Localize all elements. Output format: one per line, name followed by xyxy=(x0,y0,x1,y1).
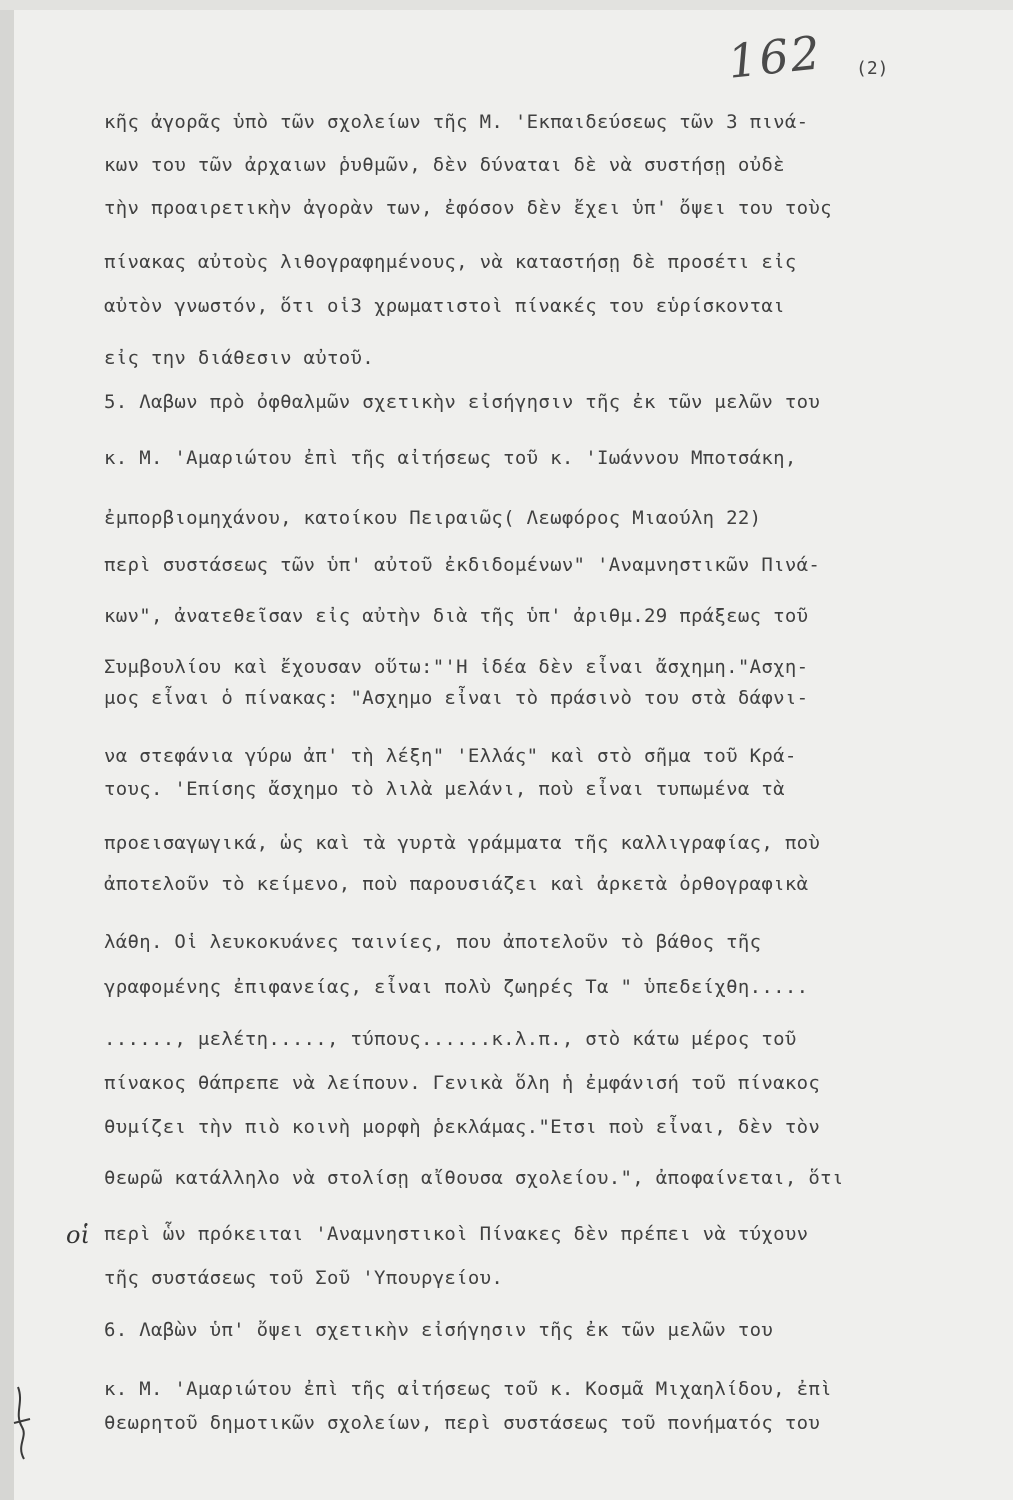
handwritten-margin-mark xyxy=(10,1383,36,1463)
page-number: (2) xyxy=(856,58,889,79)
text-line: μος εἶναι ὁ πίνακας: "Ασχημο εἶναι τὸ πράσινὸ του στὰ δάφνι- xyxy=(104,687,809,709)
text-line: περὶ ὧν πρόκειται 'Αναμνηστικοὶ Πίνακες δὲν πρέπει νὰ τύχουν xyxy=(104,1223,809,1245)
text-line: κων του τῶν ἀρχαιων ῥυθμῶν, δὲν δύναται δὲ νὰ συστήσῃ οὐδὲ xyxy=(104,154,785,176)
text-line: πίνακας αὐτοὺς λιθογραφημένους, νὰ καταστήσῃ δὲ προσέτι εἰς xyxy=(104,251,797,273)
text-line: κῆς ἀγορᾶς ὑπὸ τῶν σχολείων τῆς Μ. 'Εκπαιδεύσεως τῶν 3 πινά- xyxy=(104,111,809,133)
text-line: προεισαγωγικά, ὡς καὶ τὰ γυρτὰ γράμματα τῆς καλλιγραφίας, ποὺ xyxy=(104,832,821,854)
text-line: περὶ συστάσεως τῶν ὑπ' αὐτοῦ ἐκδιδομένων" 'Αναμνηστικῶν Πινά- xyxy=(104,554,821,576)
text-line: Συμβουλίου καὶ ἔχουσαν οὕτω:"'Η ἰδέα δὲν εἶναι ἄσχημη."Ασχη- xyxy=(104,656,809,678)
text-line: λάθη. Οἱ λευκοκυάνες ταινίες, που ἀποτελοῦν τὸ βάθος τῆς xyxy=(104,931,762,953)
page-edge-shadow xyxy=(0,0,14,1500)
text-line: ......, μελέτη....., τύπους......κ.λ.π., στὸ κάτω μέρος τοῦ xyxy=(104,1028,797,1050)
text-line: ἐμπορβιομηχάνου, κατοίκου Πειραιῶς( Λεωφόρος Μιαούλη 22) xyxy=(104,507,762,529)
text-line: θεωρῶ κατάλληλο νὰ στολίσῃ αἴθουσα σχολείου.", ἀποφαίνεται, ὅτι xyxy=(104,1167,844,1189)
text-line: εἰς την διάθεσιν αὐτοῦ. xyxy=(104,347,374,369)
text-line: 6. Λαβὼν ὑπ' ὄψει σχετικὴν εἰσήγησιν τῆς ἐκ τῶν μελῶν του xyxy=(104,1319,774,1341)
page-top-shadow xyxy=(0,0,1013,10)
text-line: θυμίζει τὴν πιὸ κοινὴ μορφὴ ῥεκλάμας."Ετσι ποὺ εἶναι, δὲν τὸν xyxy=(104,1116,821,1138)
text-line: κ. Μ. 'Αμαριώτου ἐπὶ τῆς αἰτήσεως τοῦ κ. Κοσμᾶ Μιχαηλίδου, ἐπὶ xyxy=(104,1378,832,1400)
text-line: τους. 'Επίσης ἄσχημο τὸ λιλὰ μελάνι, ποὺ εἶναι τυπωμένα τὰ xyxy=(104,778,785,800)
text-line: κ. Μ. 'Αμαριώτου ἐπὶ τῆς αἰτήσεως τοῦ κ. 'Ιωάννου Μποτσάκη, xyxy=(104,447,797,469)
text-line: κων", ἀνατεθεῖσαν εἰς αὐτὴν διὰ τῆς ὑπ' ἀριθμ.29 πράξεως τοῦ xyxy=(104,605,809,627)
text-line: αὐτὸν γνωστόν, ὅτι οἱ3 χρωματιστοὶ πίνακές του εὑρίσκονται xyxy=(104,295,785,317)
handwritten-margin-note: οἱ xyxy=(66,1221,90,1249)
text-line: γραφομένης ἐπιφανείας, εἶναι πολὺ ζωηρές Τα " ὑπεδείχθη..... xyxy=(104,976,809,998)
folio-number: 162 xyxy=(725,25,825,89)
text-line: τῆς συστάσεως τοῦ Σοῦ 'Υπουργείου. xyxy=(104,1267,504,1289)
text-line: να στεφάνια γύρω ἀπ' τὴ λέξη" 'Ελλάς" καὶ στὸ σῆμα τοῦ Κρά- xyxy=(104,745,797,767)
text-line: πίνακος θάπρεπε νὰ λείπουν. Γενικὰ ὅλη ἡ ἐμφάνισή τοῦ πίνακος xyxy=(104,1072,821,1094)
text-line: 5. Λαβων πρὸ ὀφθαλμῶν σχετικὴν εἰσήγησιν τῆς ἐκ τῶν μελῶν του xyxy=(104,391,821,413)
text-line: ἀποτελοῦν τὸ κείμενο, ποὺ παρουσιάζει καὶ ἀρκετὰ ὀρθογραφικὰ xyxy=(104,873,809,895)
text-line: τὴν προαιρετικὴν ἀγορὰν των, ἐφόσον δὲν ἔχει ὑπ' ὄψει του τοὺς xyxy=(104,197,832,219)
text-line: θεωρητοῦ δημοτικῶν σχολείων, περὶ συστάσεως τοῦ πονήματός του xyxy=(104,1412,821,1434)
